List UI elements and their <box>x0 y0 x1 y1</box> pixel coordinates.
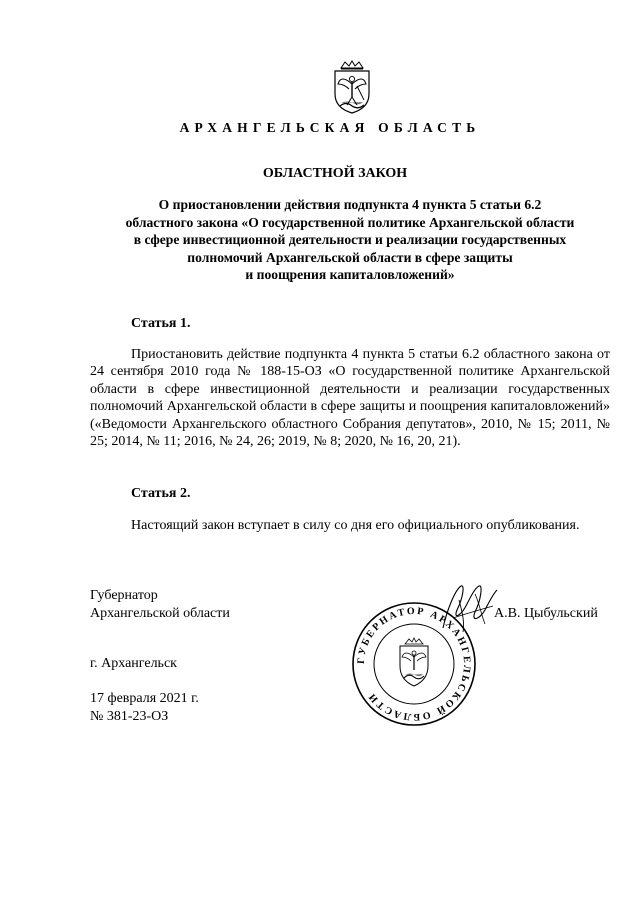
law-title-line: О приостановлении действия подпункта 4 пункта 5 статьи 6.2 <box>158 197 542 212</box>
seal-ring-text: ГУБЕРНАТОР АРХАНГЕЛЬСКОЙ ОБЛАСТИ <box>355 605 473 723</box>
law-title-line: в сфере инвестиционной деятельности и реализации государственных <box>133 232 567 248</box>
signatory-position-line: Губернатор <box>90 588 158 603</box>
law-type-heading: ОБЛАСТНОЙ ЗАКОН <box>262 166 408 181</box>
signing-date: 17 февраля 2021 г. <box>90 691 199 706</box>
article-1-heading: Статья 1. <box>131 316 191 331</box>
article-2-heading: Статья 2. <box>131 486 191 501</box>
law-title <box>90 196 610 284</box>
coat-of-arms-icon <box>327 60 377 115</box>
region-name: АРХАНГЕЛЬСКАЯ ОБЛАСТЬ <box>179 120 481 135</box>
signatory-position <box>90 587 230 623</box>
signatory-position-line: Архангельской области <box>90 606 230 621</box>
signatory-name: А.В. Цыбульский <box>494 606 598 621</box>
law-title-line: и поощрения капиталовложений» <box>245 267 455 283</box>
article-2-text: Настоящий закон вступает в силу со дня его официального опубликования. <box>131 518 580 533</box>
date-and-number <box>90 690 199 726</box>
law-title-line: областного закона «О государственной политике Архангельской области <box>125 214 575 230</box>
seal-emblem-icon <box>400 638 428 686</box>
article-1-text: Приостановить действие подпункта 4 пункта 5 статьи 6.2 областного закона от 24 сентября 2010 года № 188-15-ОЗ «О государственной политике Архангельской области в сфере инвестиционной деятельности и реализации государственных полномочий Архангельской области в сфере защиты и поощрения капиталовложений» («Ведомости Архангельского областного Собрания депутатов», 2010, № 15; 2011, № 25; 2014, № 11; 2016, № 24, 26; 2019, № 8; 2020, № 16, 20, 21). <box>90 347 610 450</box>
law-number: № 381-23-ОЗ <box>90 709 169 724</box>
signing-city: г. Архангельск <box>90 656 177 671</box>
law-title-line: полномочий Архангельской области в сфере защиты <box>187 249 513 265</box>
